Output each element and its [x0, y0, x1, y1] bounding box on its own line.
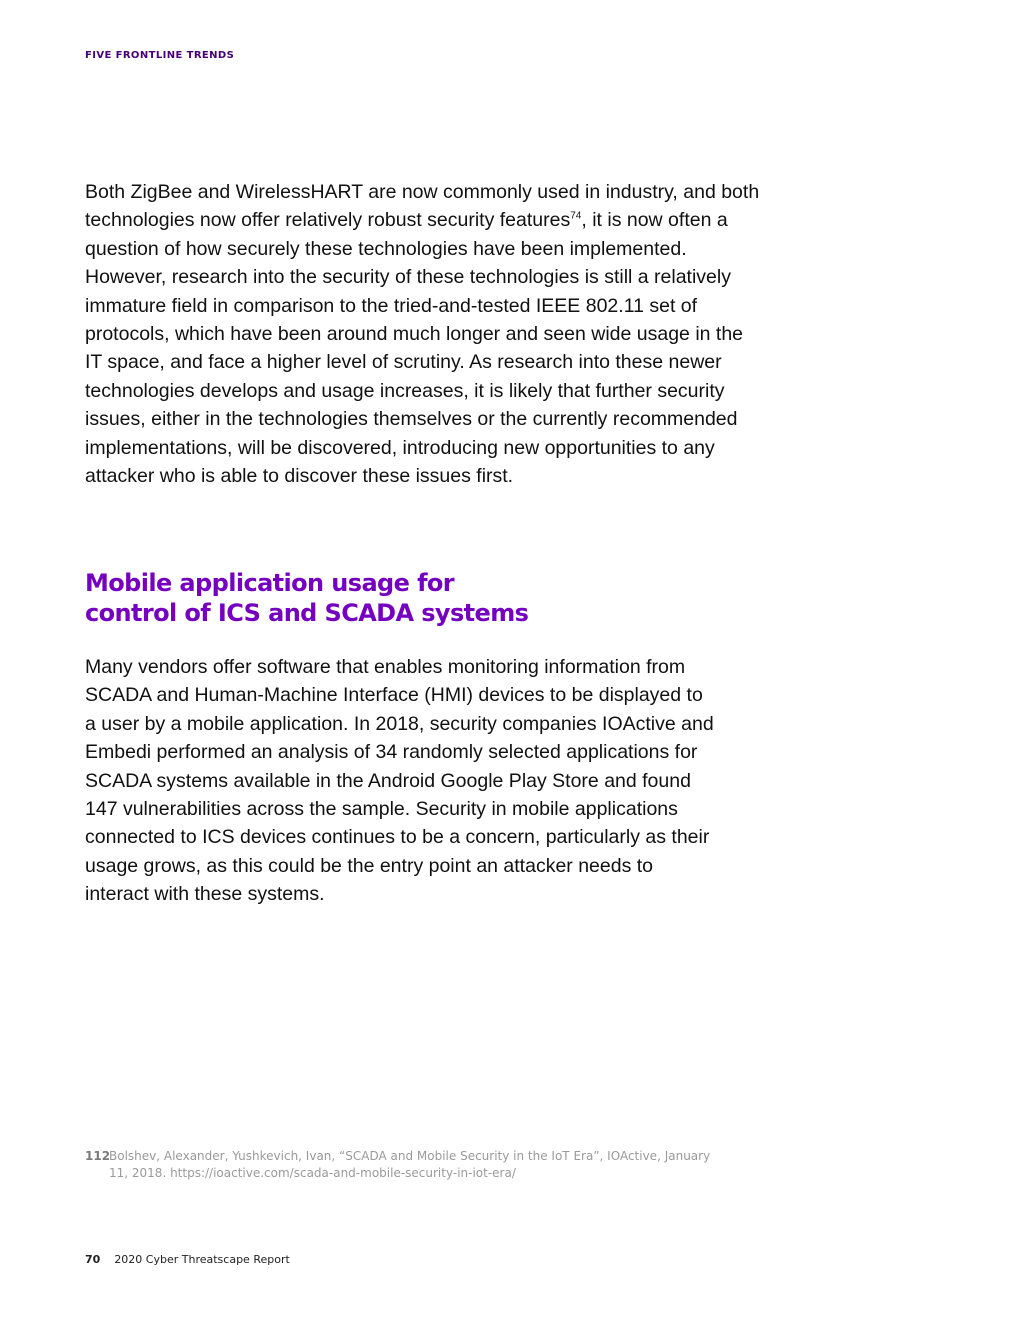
- footnote: [85, 1148, 725, 1182]
- section-label: FIVE FRONTLINE TRENDS: [85, 50, 235, 61]
- footnote-number: 112: [85, 1149, 111, 1163]
- footnote-reference[interactable]: 74: [570, 210, 582, 222]
- page-footer: [85, 1253, 290, 1266]
- body-paragraph-mobile-apps: Many vendors offer software that enables monitoring information from SCADA and Human-Machine Interface (HMI) devices to be displayed to a user by a mobile application. In 2018, security companies IOActive and Embedi performed an analysis of 34 randomly selected applications for SCADA systems available in the Android Google Play Store and found 147 vulnerabilities across the sample. Security in mobile applications connected to ICS devices continues to be a concern, particularly as their usage grows, as this could be the entry point an attacker needs to interact with these systems.: [85, 656, 714, 906]
- paragraph-text: Both ZigBee and WirelessHART are now commonly used in industry, and both technologies now offer relatively robust security features: [85, 181, 760, 232]
- page-number: 70: [85, 1253, 101, 1266]
- body-paragraph-zigbee: [85, 178, 765, 490]
- section-heading: [85, 568, 605, 628]
- footnote-text: Bolshev, Alexander, Yushkevich, Ivan, “SCADA and Mobile Security in the IoT Era”, IOActive, January 11, 2018. https://ioactive.com/scada-and-mobile-security-in-iot-era/: [109, 1149, 711, 1180]
- heading-line-2: control of ICS and SCADA systems: [85, 599, 529, 627]
- report-title: 2020 Cyber Threatscape Report: [114, 1253, 290, 1266]
- paragraph-text-continued: , it is now often a question of how securely these technologies have been implemented. However, research into the security of these technologies is still a relatively immature field in comparison to the tried-and-tested IEEE 802.11 set of protocols, which have been around much longer and seen wide usage in the IT space, and face a higher level of scrutiny. As research into these newer technologies develops and usage increases, it is likely that further security issues, either in the technologies themselves or the currently recommended implementations, will be discovered, introducing new opportunities to any attacker who is able to discover these issues first.: [85, 209, 744, 488]
- heading-line-1: Mobile application usage for: [85, 569, 455, 597]
